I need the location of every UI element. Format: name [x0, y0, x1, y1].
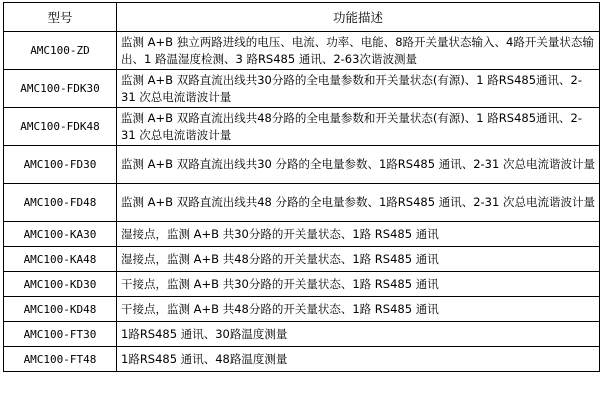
model-cell: AMC100-KA30: [4, 222, 117, 247]
model-cell: AMC100-KA48: [4, 247, 117, 272]
model-cell: AMC100-FT30: [4, 322, 117, 347]
model-cell: AMC100-FD48: [4, 184, 117, 222]
model-cell: AMC100-KD48: [4, 297, 117, 322]
description-cell: 监测 A+B 双路直流出线共30 分路的全电量参数、1路RS485 通讯、2-31 次总电流谐波计量: [117, 146, 600, 184]
description-cell: 1路RS485 通讯、48路温度测量: [117, 347, 600, 372]
description-cell: 监测 A+B 双路直流出线共48 分路的全电量参数、1路RS485 通讯、2-31 次总电流谐波计量: [117, 184, 600, 222]
model-cell: AMC100-FD30: [4, 146, 117, 184]
description-cell: 1路RS485 通讯、30路温度测量: [117, 322, 600, 347]
table-row: [4, 146, 600, 184]
description-cell: 监测 A+B 双路直流出线共48分路的全电量参数和开关量状态(有源)、1 路RS485通讯、2-31 次总电流谐波计量: [117, 108, 600, 146]
header-model: 型号: [4, 3, 117, 32]
description-cell: 干接点，监测 A+B 共30分路的开关量状态、1路 RS485 通讯: [117, 272, 600, 297]
description-cell: 监测 A+B 独立两路进线的电压、电流、功率、电能、8路开关量状态输入、4路开关量状态输出、1 路温湿度检测、3 路RS485 通讯、2-63次谐波测量: [117, 32, 600, 70]
model-cell: AMC100-FDK48: [4, 108, 117, 146]
product-spec-table: [3, 2, 600, 372]
description-cell: 监测 A+B 双路直流出线共30分路的全电量参数和开关量状态(有源)、1 路RS485通讯、2-31 次总电流谐波计量: [117, 70, 600, 108]
table-row: [4, 108, 600, 146]
table-header-row: [4, 3, 600, 32]
table-row: [4, 222, 600, 247]
model-cell: AMC100-KD30: [4, 272, 117, 297]
table-row: [4, 32, 600, 70]
table-row: [4, 347, 600, 372]
table-row: [4, 247, 600, 272]
header-function: 功能描述: [117, 3, 600, 32]
model-cell: AMC100-FDK30: [4, 70, 117, 108]
table-row: [4, 70, 600, 108]
description-cell: 干接点，监测 A+B 共48分路的开关量状态、1路 RS485 通讯: [117, 297, 600, 322]
description-cell: 湿接点，监测 A+B 共30分路的开关量状态、1路 RS485 通讯: [117, 222, 600, 247]
table-row: [4, 297, 600, 322]
model-cell: AMC100-ZD: [4, 32, 117, 70]
table-row: [4, 272, 600, 297]
description-cell: 湿接点，监测 A+B 共48分路的开关量状态、1路 RS485 通讯: [117, 247, 600, 272]
model-cell: AMC100-FT48: [4, 347, 117, 372]
table-row: [4, 322, 600, 347]
table-row: [4, 184, 600, 222]
